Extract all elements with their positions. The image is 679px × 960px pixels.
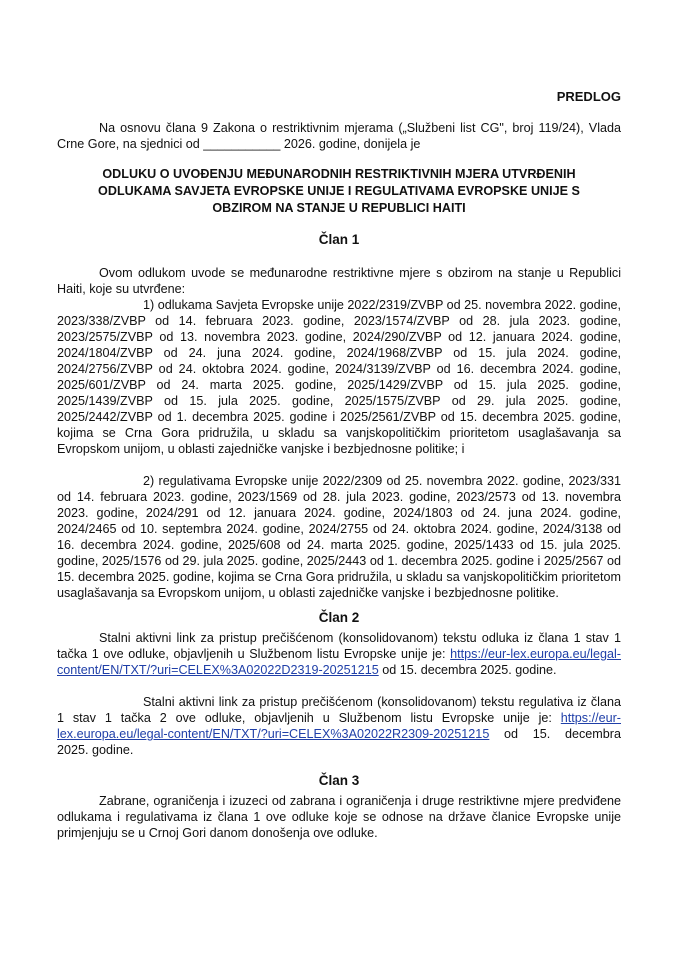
article-2-paragraph-2 — [57, 694, 621, 758]
article-3-paragraph: Zabrane, ograničenja i izuzeci od zabrana i ograničenja i druge restriktivne mjere predviđene odlukama i regulativama iz člana 1 ove odluke koje se odnose na države članice Evropske unije primjenjuju se u Crnoj Gori danom donošenja ove odluke. — [57, 794, 621, 840]
consolidated-regulations-link[interactable]: https://eur-lex.europa.eu/legal-content/EN/TXT/?uri=CELEX%3A02022R2309-20251215 — [57, 711, 621, 741]
article-1-heading: Član 1 — [318, 232, 360, 247]
consolidated-decisions-link[interactable]: https://eur-lex.europa.eu/legal-content/EN/TXT/?uri=CELEX%3A02022D2319-20251215 — [57, 647, 621, 677]
article-1-item-2: 2) regulativama Evropske unije 2022/2309 od 25. novembra 2022. godine, 2023/331 od 14. februara 2023. godine, 2023/1569 od 28. jula 2023. godine, 2023/2573 od 13. novembra 2023. godine, 2024/291 od 12. januara 2024. godine, 2024/1803 od 24. juna 2024. godine, 2024/2465 od 10. septembra 2024. godine, 2024/2755 od 24. oktobra 2024. godine, 2024/3138 od 16. decembra 2024. godine, 2025/608 od 24. marta 2025. godine, 2025/1433 od 15. jula 2025. godine, 2025/1576 od 29. jula 2025. godine, 2025/2443 od 1. decembra 2025. godine i 2025/2567 od 15. decembra 2025. godine, kojima se Crna Gora pridružila, u skladu sa vanjskopolitičkim prioritetom usaglašavanja sa Evropskom unijom, u oblasti zajedničke vanjske i bezbjednosne politike. — [57, 474, 621, 600]
article-2-p1-text: Stalni aktivni link za pristup prečišćenom (konsolidovanom) tekstu odluka iz člana 1 stav 1 tačka 1 ove odluke, objavljenih u Službenom listu Evropske unije je: — [57, 631, 621, 661]
article-2-heading: Član 2 — [318, 610, 360, 625]
article-2-p2-text: Stalni aktivni link za pristup prečišćenom (konsolidovanom) tekstu regulativa iz člana 1 stav 1 tačka 2 ove odluke, objavljenih u Službenom listu Evropske unije je: — [57, 695, 621, 725]
article-2-p2-date: od 15. decembra 2025. godine. — [57, 727, 621, 757]
proposal-stamp: PREDLOG — [556, 89, 621, 104]
article-3-heading: Član 3 — [318, 773, 360, 788]
article-2-p1-date: od 15. decembra 2025. godine. — [378, 663, 557, 677]
article-1-item-1: 1) odlukama Savjeta Evropske unije 2022/2319/ZVBP od 25. novembra 2022. godine, 2023/338/ZVBP od 14. februara 2023. godine, 2023/1574/ZVBP od 28. jula 2023. godine, 2023/2575/ZVBP od 13. novembra 2023. godine, 2024/290/ZVBP od 12. januara 2024. godine, 2024/1804/ZVBP od 24. juna 2024. godine, 2024/1968/ZVBP od 15. jula 2024. godine, 2024/2756/ZVBP od 24. oktobra 2024. godine, 2024/3139/ZVBP od 16. decembra 2024. godine, 2025/601/ZVBP od 24. marta 2025. godine, 2025/1429/ZVBP od 15. jula 2025. godine, 2025/1439/ZVBP od 15. jula 2025. godine, 2025/1575/ZVBP od 29. jula 2025. godine, 2025/2442/ZVBP od 1. decembra 2025. godine i 2025/2561/ZVBP od 15. decembra 2025. godine, kojima se Crna Gora pridružila, u skladu sa vanjskopolitičkim prioritetom usaglašavanja sa Evropskom unijom, u oblasti zajedničke vanjske i bezbjednosne politike; i — [57, 298, 621, 456]
document-title: ODLUKU O UVOĐENJU MEĐUNARODNIH RESTRIKTIVNIH MJERA UTVRĐENIH ODLUKAMA SAVJETA EVROPSKE UNIJE I REGULATIVAMA EVROPSKE UNIJE S OBZIROM NA STANJE U REPUBLICI HAITI — [98, 167, 580, 215]
article-2-paragraph-1 — [57, 630, 621, 678]
intro-paragraph: Na osnovu člana 9 Zakona o restriktivnim mjerama („Službeni list CG", broj 119/24), Vlada Crne Gore, na sjednici od ___________ 2026. godine, donijela je — [57, 121, 621, 151]
article-1-intro: Ovom odlukom uvode se međunarodne restriktivne mjere s obzirom na stanje u Republici Haiti, koje su utvrđene: — [57, 266, 621, 296]
